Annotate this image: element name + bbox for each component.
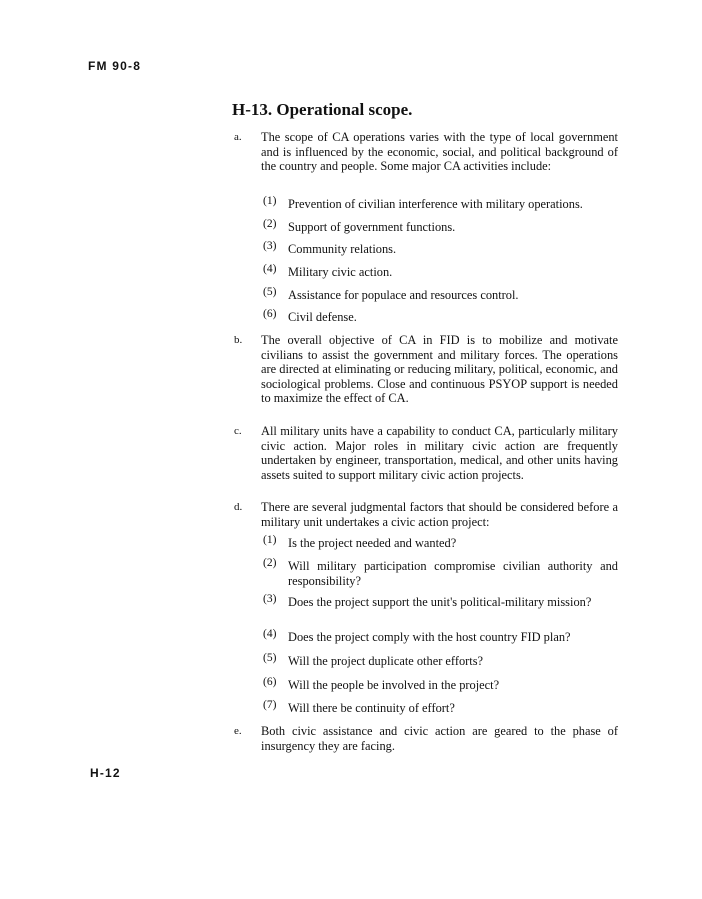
paragraph-label: d. <box>234 501 243 513</box>
list-item-number: (2) <box>263 557 277 569</box>
list-item-number: (5) <box>263 652 277 664</box>
manual-id: FM 90-8 <box>88 59 142 73</box>
paragraph-c <box>234 424 618 482</box>
list-item-number: (6) <box>263 308 277 320</box>
paragraph-b <box>234 333 618 406</box>
list-item <box>263 678 618 693</box>
list-item-number: (6) <box>263 676 277 688</box>
list-item-number: (4) <box>263 263 277 275</box>
paragraph-label: b. <box>234 334 243 346</box>
list-item-text: Will there be continuity of effort? <box>288 701 455 715</box>
list-item <box>263 242 618 257</box>
list-item <box>263 630 618 645</box>
list-item-text: Assistance for populace and resources control. <box>288 288 519 302</box>
paragraph-label: e. <box>234 725 242 737</box>
list-item-number: (7) <box>263 699 277 711</box>
list-item <box>263 536 618 551</box>
list-item-text: Prevention of civilian interference with military operations. <box>288 197 583 211</box>
list-item-text: Will the people be involved in the project? <box>288 678 500 692</box>
list-item <box>263 559 618 588</box>
list-item-text: Is the project needed and wanted? <box>288 536 457 550</box>
list-item-text: Does the project support the unit's political-military mission? <box>288 595 592 609</box>
paragraph-d <box>234 500 618 529</box>
list-item-text: Support of government functions. <box>288 220 456 234</box>
list-item <box>263 701 618 716</box>
list-item-text: Civil defense. <box>288 310 357 324</box>
list-item <box>263 265 618 280</box>
list-item <box>263 310 618 325</box>
paragraph-text: All military units have a capability to conduct CA, particularly military civic action. Major roles in military civic action are frequently undertaken by engineer, transportation, medical, and other units having assets suited to support military civic action projects. <box>261 424 618 482</box>
list-item <box>263 220 618 235</box>
list-item-text: Does the project comply with the host country FID plan? <box>288 630 571 644</box>
list-item <box>263 595 618 610</box>
paragraph-a <box>234 130 618 174</box>
section-title: H-13. Operational scope. <box>232 100 413 119</box>
page-number: H-12 <box>90 766 121 780</box>
paragraph-text: The overall objective of CA in FID is to mobilize and motivate civilians to assist the government and military forces. The operations are directed at eliminating or reducing military, political, economic, and sociological problems. Close and continuous PSYOP support is needed to maximize the effect of CA. <box>261 333 618 406</box>
list-item-text: Will military participation compromise civilian authority and responsibility? <box>288 559 618 588</box>
paragraph-text: There are several judgmental factors that should be considered before a military unit undertakes a civic action project: <box>261 500 618 529</box>
list-item-number: (3) <box>263 240 277 252</box>
list-item-number: (1) <box>263 195 277 207</box>
paragraph-text: Both civic assistance and civic action are geared to the phase of insurgency they are facing. <box>261 724 618 753</box>
paragraph-text: The scope of CA operations varies with the type of local government and is influenced by the economic, social, and political background of the country and people. Some major CA activities include: <box>261 130 618 174</box>
list-item-text: Will the project duplicate other efforts? <box>288 654 484 668</box>
list-item-number: (3) <box>263 593 277 605</box>
paragraph-label: c. <box>234 425 242 437</box>
list-item-number: (5) <box>263 286 277 298</box>
paragraph-label: a. <box>234 131 242 143</box>
list-item <box>263 654 618 669</box>
list-item-number: (1) <box>263 534 277 546</box>
list-item-number: (4) <box>263 628 277 640</box>
list-item <box>263 197 618 212</box>
list-item-text: Community relations. <box>288 242 397 256</box>
paragraph-e <box>234 724 618 753</box>
list-item <box>263 288 618 303</box>
list-item-number: (2) <box>263 218 277 230</box>
list-item-text: Military civic action. <box>288 265 393 279</box>
